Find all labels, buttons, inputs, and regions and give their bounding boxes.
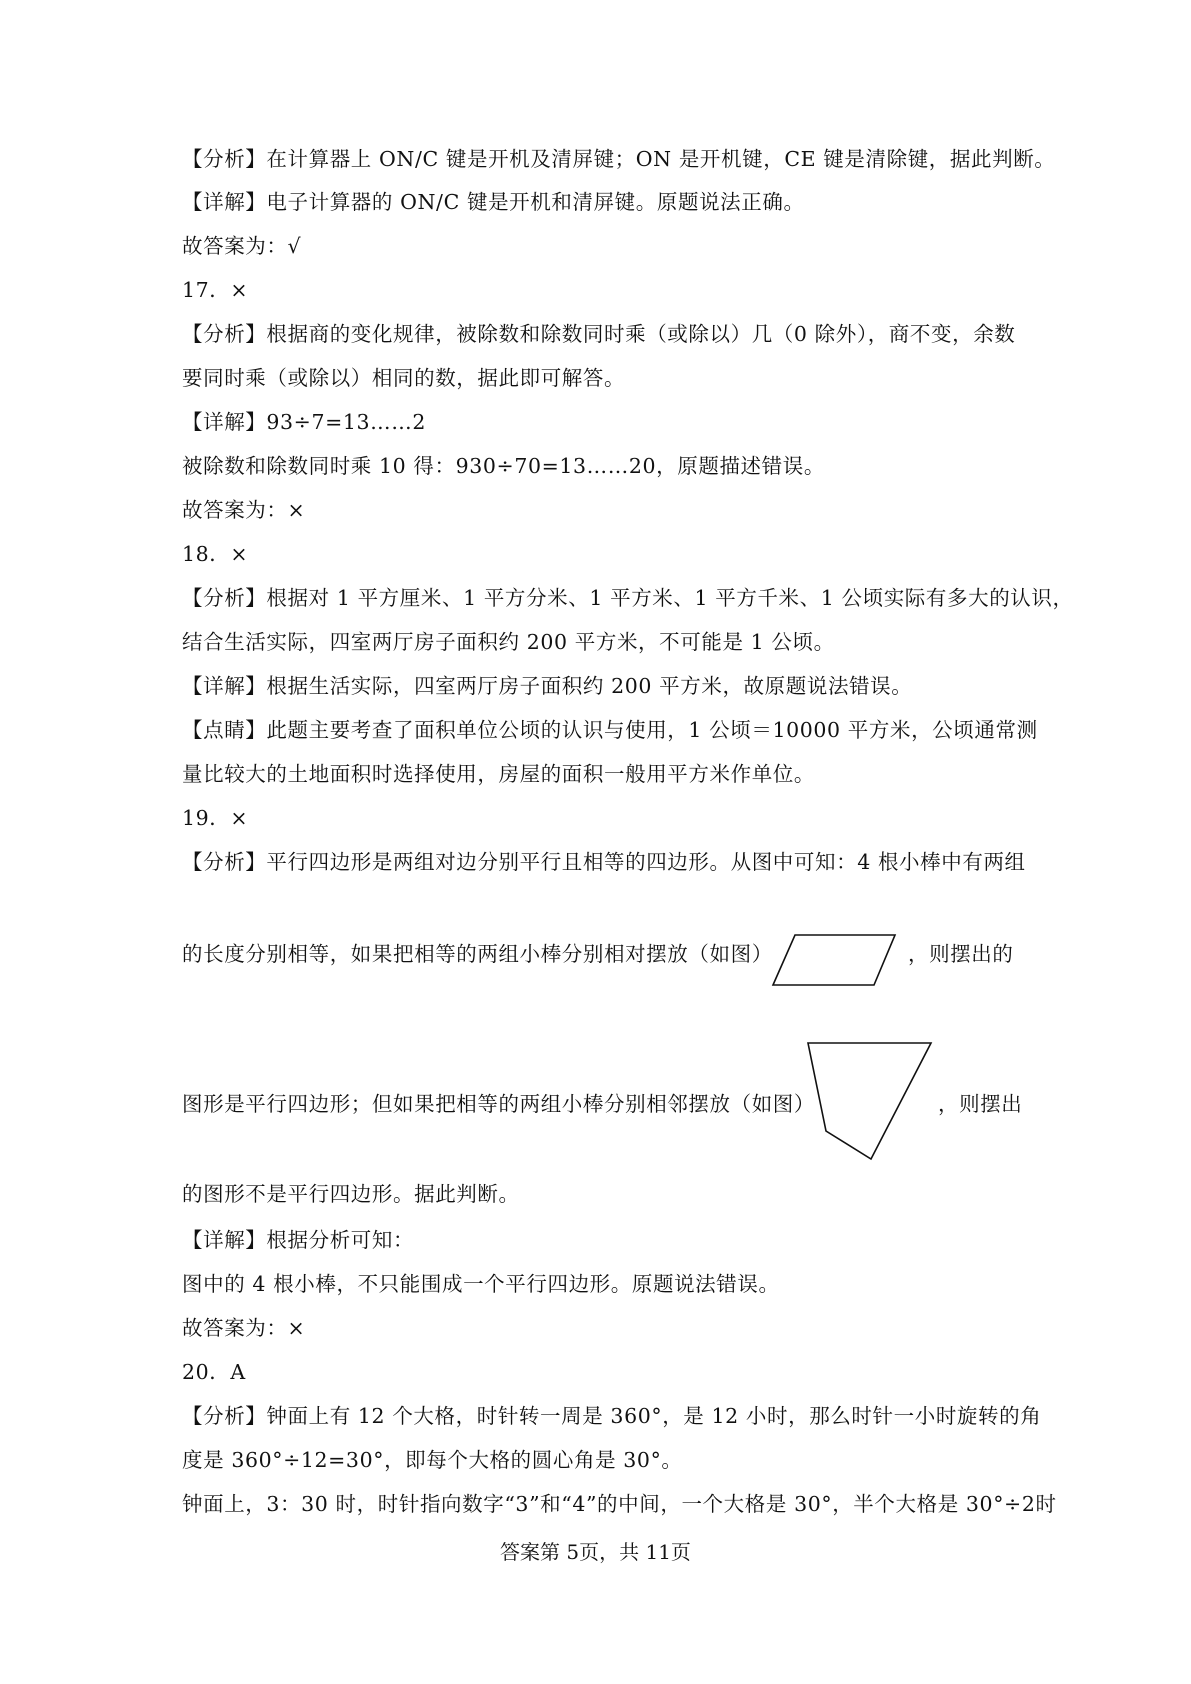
question-number: 17．×: [182, 278, 249, 302]
text-line: ，则摆出的: [908, 942, 1014, 966]
text-line: 的图形不是平行四边形。据此判断。: [182, 1182, 520, 1206]
text-line: 【分析】根据商的变化规律，被除数和除数同时乘（或除以）几（0 除外），商不变，余数: [182, 322, 1016, 346]
text-line: 【分析】在计算器上 ON/C 键是开机及清屏键；ON 是开机键，CE 键是清除键，据此判断。: [182, 147, 1056, 171]
text-line: 【详解】93÷7=13……2: [182, 410, 427, 434]
text-line: 【详解】电子计算器的 ON/C 键是开机和清屏键。原题说法正确。: [182, 190, 805, 214]
page-footer: 答案第 5页，共 11页: [500, 1540, 691, 1564]
text-line: 图中的 4 根小棒，不只能围成一个平行四边形。原题说法错误。: [182, 1272, 780, 1296]
text-line: 故答案为：×: [182, 1316, 306, 1340]
text-line: ，则摆出: [938, 1092, 1023, 1116]
text-line: 【分析】钟面上有 12 个大格，时针转一周是 360°，是 12 小时，那么时针一小时旋转的角: [182, 1404, 1042, 1428]
text-line: 被除数和除数同时乘 10 得：930÷70=13……20，原题描述错误。: [182, 454, 825, 478]
quadrilateral-figure: [805, 1040, 935, 1162]
parallelogram-figure: [770, 932, 900, 988]
question-number: 20．A: [182, 1360, 246, 1384]
question-number: 19．×: [182, 806, 249, 830]
text-line: 的长度分别相等，如果把相等的两组小棒分别相对摆放（如图）: [182, 942, 773, 966]
text-line: 要同时乘（或除以）相同的数，据此即可解答。: [182, 366, 626, 390]
text-line: 【详解】根据生活实际，四室两厅房子面积约 200 平方米，故原题说法错误。: [182, 674, 913, 698]
text-line: 【分析】平行四边形是两组对边分别平行且相等的四边形。从图中可知：4 根小棒中有两组: [182, 850, 1026, 874]
text-line: 故答案为：√: [182, 234, 302, 258]
text-line: 【详解】根据分析可知：: [182, 1228, 415, 1252]
text-line: 【分析】根据对 1 平方厘米、1 平方分米、1 平方米、1 平方千米、1 公顷实际有多大的认识，: [182, 586, 1074, 610]
text-line: 钟面上，3：30 时，时针指向数字“3”和“4”的中间，一个大格是 30°，半个大格是 30°÷2时: [182, 1492, 1057, 1516]
text-line: 度是 360°÷12=30°，即每个大格的圆心角是 30°。: [182, 1448, 683, 1472]
text-line: 故答案为：×: [182, 498, 306, 522]
text-line: 结合生活实际，四室两厅房子面积约 200 平方米，不可能是 1 公顷。: [182, 630, 835, 654]
question-number: 18．×: [182, 542, 249, 566]
text-line: 量比较大的土地面积时选择使用，房屋的面积一般用平方米作单位。: [182, 762, 815, 786]
text-line: 图形是平行四边形；但如果把相等的两组小棒分别相邻摆放（如图）: [182, 1092, 815, 1116]
text-line: 【点睛】此题主要考查了面积单位公顷的认识与使用，1 公顷＝10000 平方米，公顷通常测: [182, 718, 1038, 742]
